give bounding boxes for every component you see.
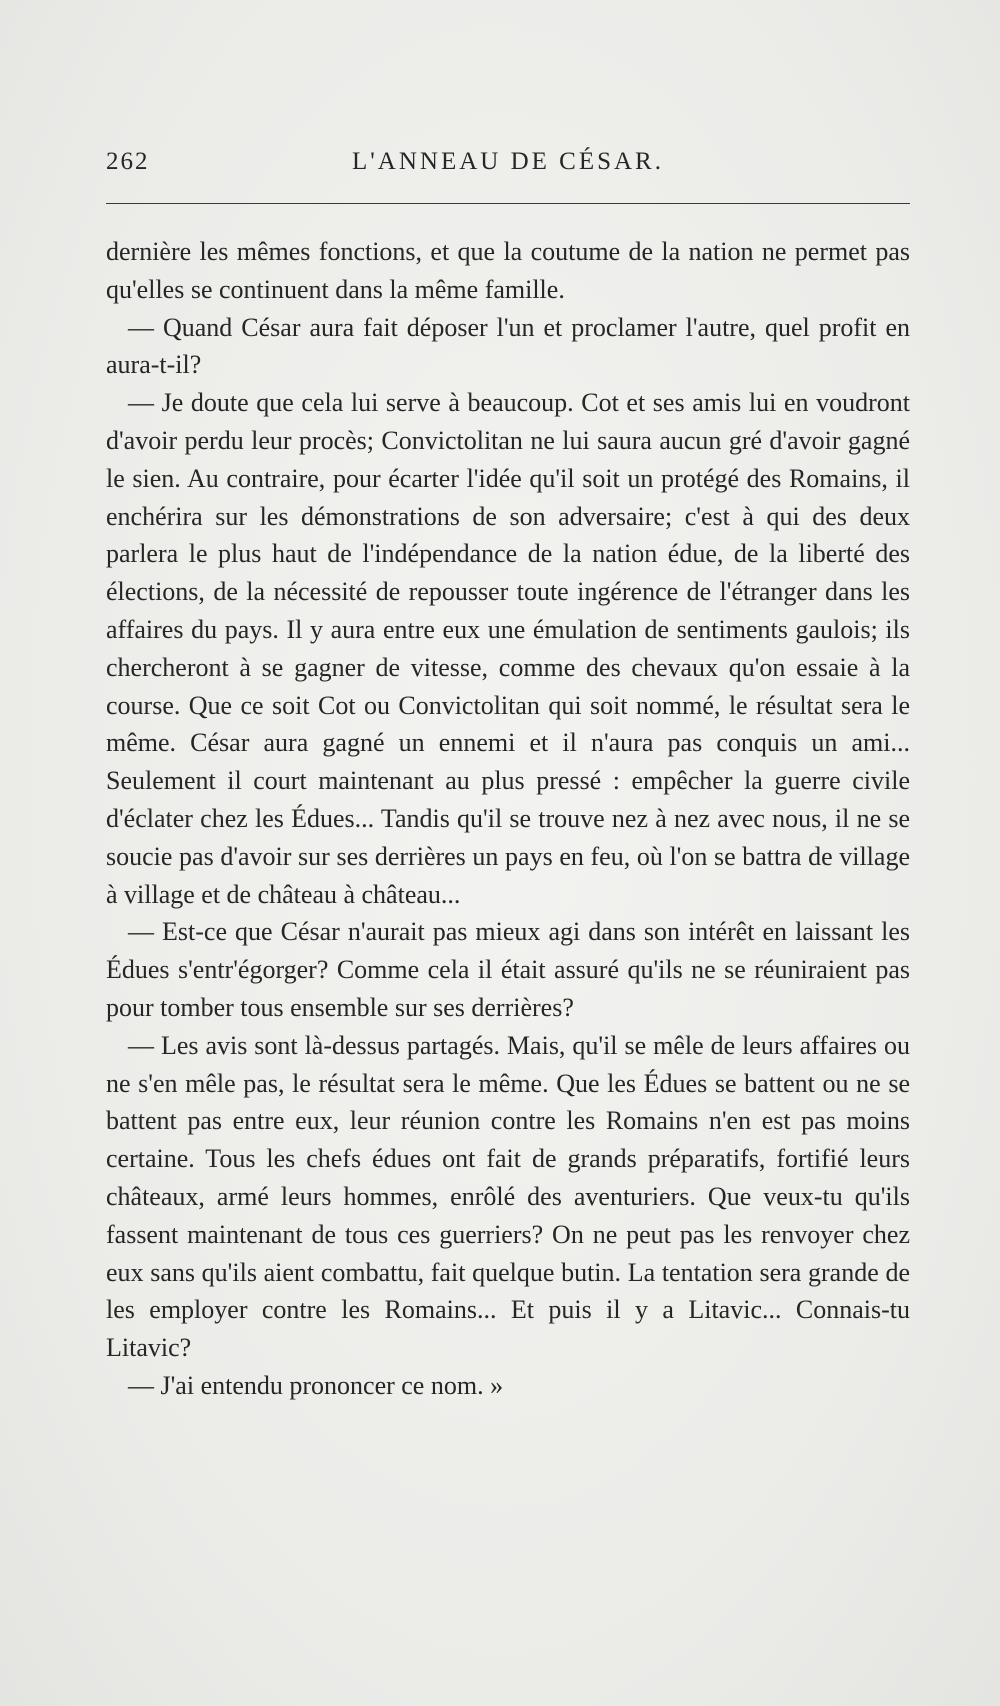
body-text xyxy=(106,233,910,1405)
page-number: 262 xyxy=(106,148,150,175)
paragraph: — Quand César aura fait déposer l'un et proclamer l'autre, quel profit en aura-t-il? xyxy=(106,312,910,380)
running-title: L'ANNEAU DE CÉSAR. xyxy=(352,148,664,175)
paragraph: — Je doute que cela lui serve à beaucoup. Cot et ses amis lui en voudront d'avoir perdu leur procès; Convictolitan ne lui saura aucun gré d'avoir gagné le sien. Au contraire, pour écarter l'idée qu'il soit un protégé des Romains, il enchérira sur les démonstrations de son adversaire; c'est à qui des deux parlera le plus haut de l'indépendance de la nation édue, de la liberté des élections, de la nécessité de repousser toute ingérence de l'étranger dans les affaires du pays. Il y aura entre eux une émulation de sentiments gaulois; ils chercheront à se gagner de vitesse, comme des chevaux qu'on essaie à la course. Que ce soit Cot ou Convictolitan qui soit nommé, le résultat sera le même. César aura gagné un ennemi et il n'aura pas conquis un ami... Seulement il court maintenant au plus pressé : empêcher la guerre civile d'éclater chez les Édues... Tandis qu'il se trouve nez à nez avec nous, il ne se soucie pas d'avoir sur ses derrières un pays en feu, où l'on se battra de village à village et de château à château... xyxy=(106,388,910,909)
paragraph: — Est-ce que César n'aurait pas mieux agi dans son intérêt en laissant les Édues s'entr'égorger? Comme cela il était assuré qu'ils ne se réuniraient pas pour tomber tous ensemble sur ses derrières? xyxy=(106,917,910,1022)
header-rule xyxy=(106,203,910,204)
paragraph: — Les avis sont là-dessus partagés. Mais, qu'il se mêle de leurs affaires ou ne s'en mêle pas, le résultat sera le même. Que les Édues se battent ou ne se battent pas entre eux, leur réunion contre les Romains n'en est pas moins certaine. Tous les chefs édues ont fait de grands préparatifs, fortifié leurs châteaux, armé leurs hommes, enrôlé des aventuriers. Que veux-tu qu'ils fassent maintenant de tous ces guerriers? On ne peut pas les renvoyer chez eux sans qu'ils aient combattu, fait quelque butin. La tentation sera grande de les employer contre les Romains... Et puis il y a Litavic... Connais-tu Litavic? xyxy=(106,1030,910,1363)
paragraph: — J'ai entendu prononcer ce nom. » xyxy=(128,1370,504,1400)
page-header xyxy=(106,148,910,188)
paragraph: dernière les mêmes fonctions, et que la coutume de la nation ne permet pas qu'elles se continuent dans la même famille. xyxy=(106,237,910,304)
